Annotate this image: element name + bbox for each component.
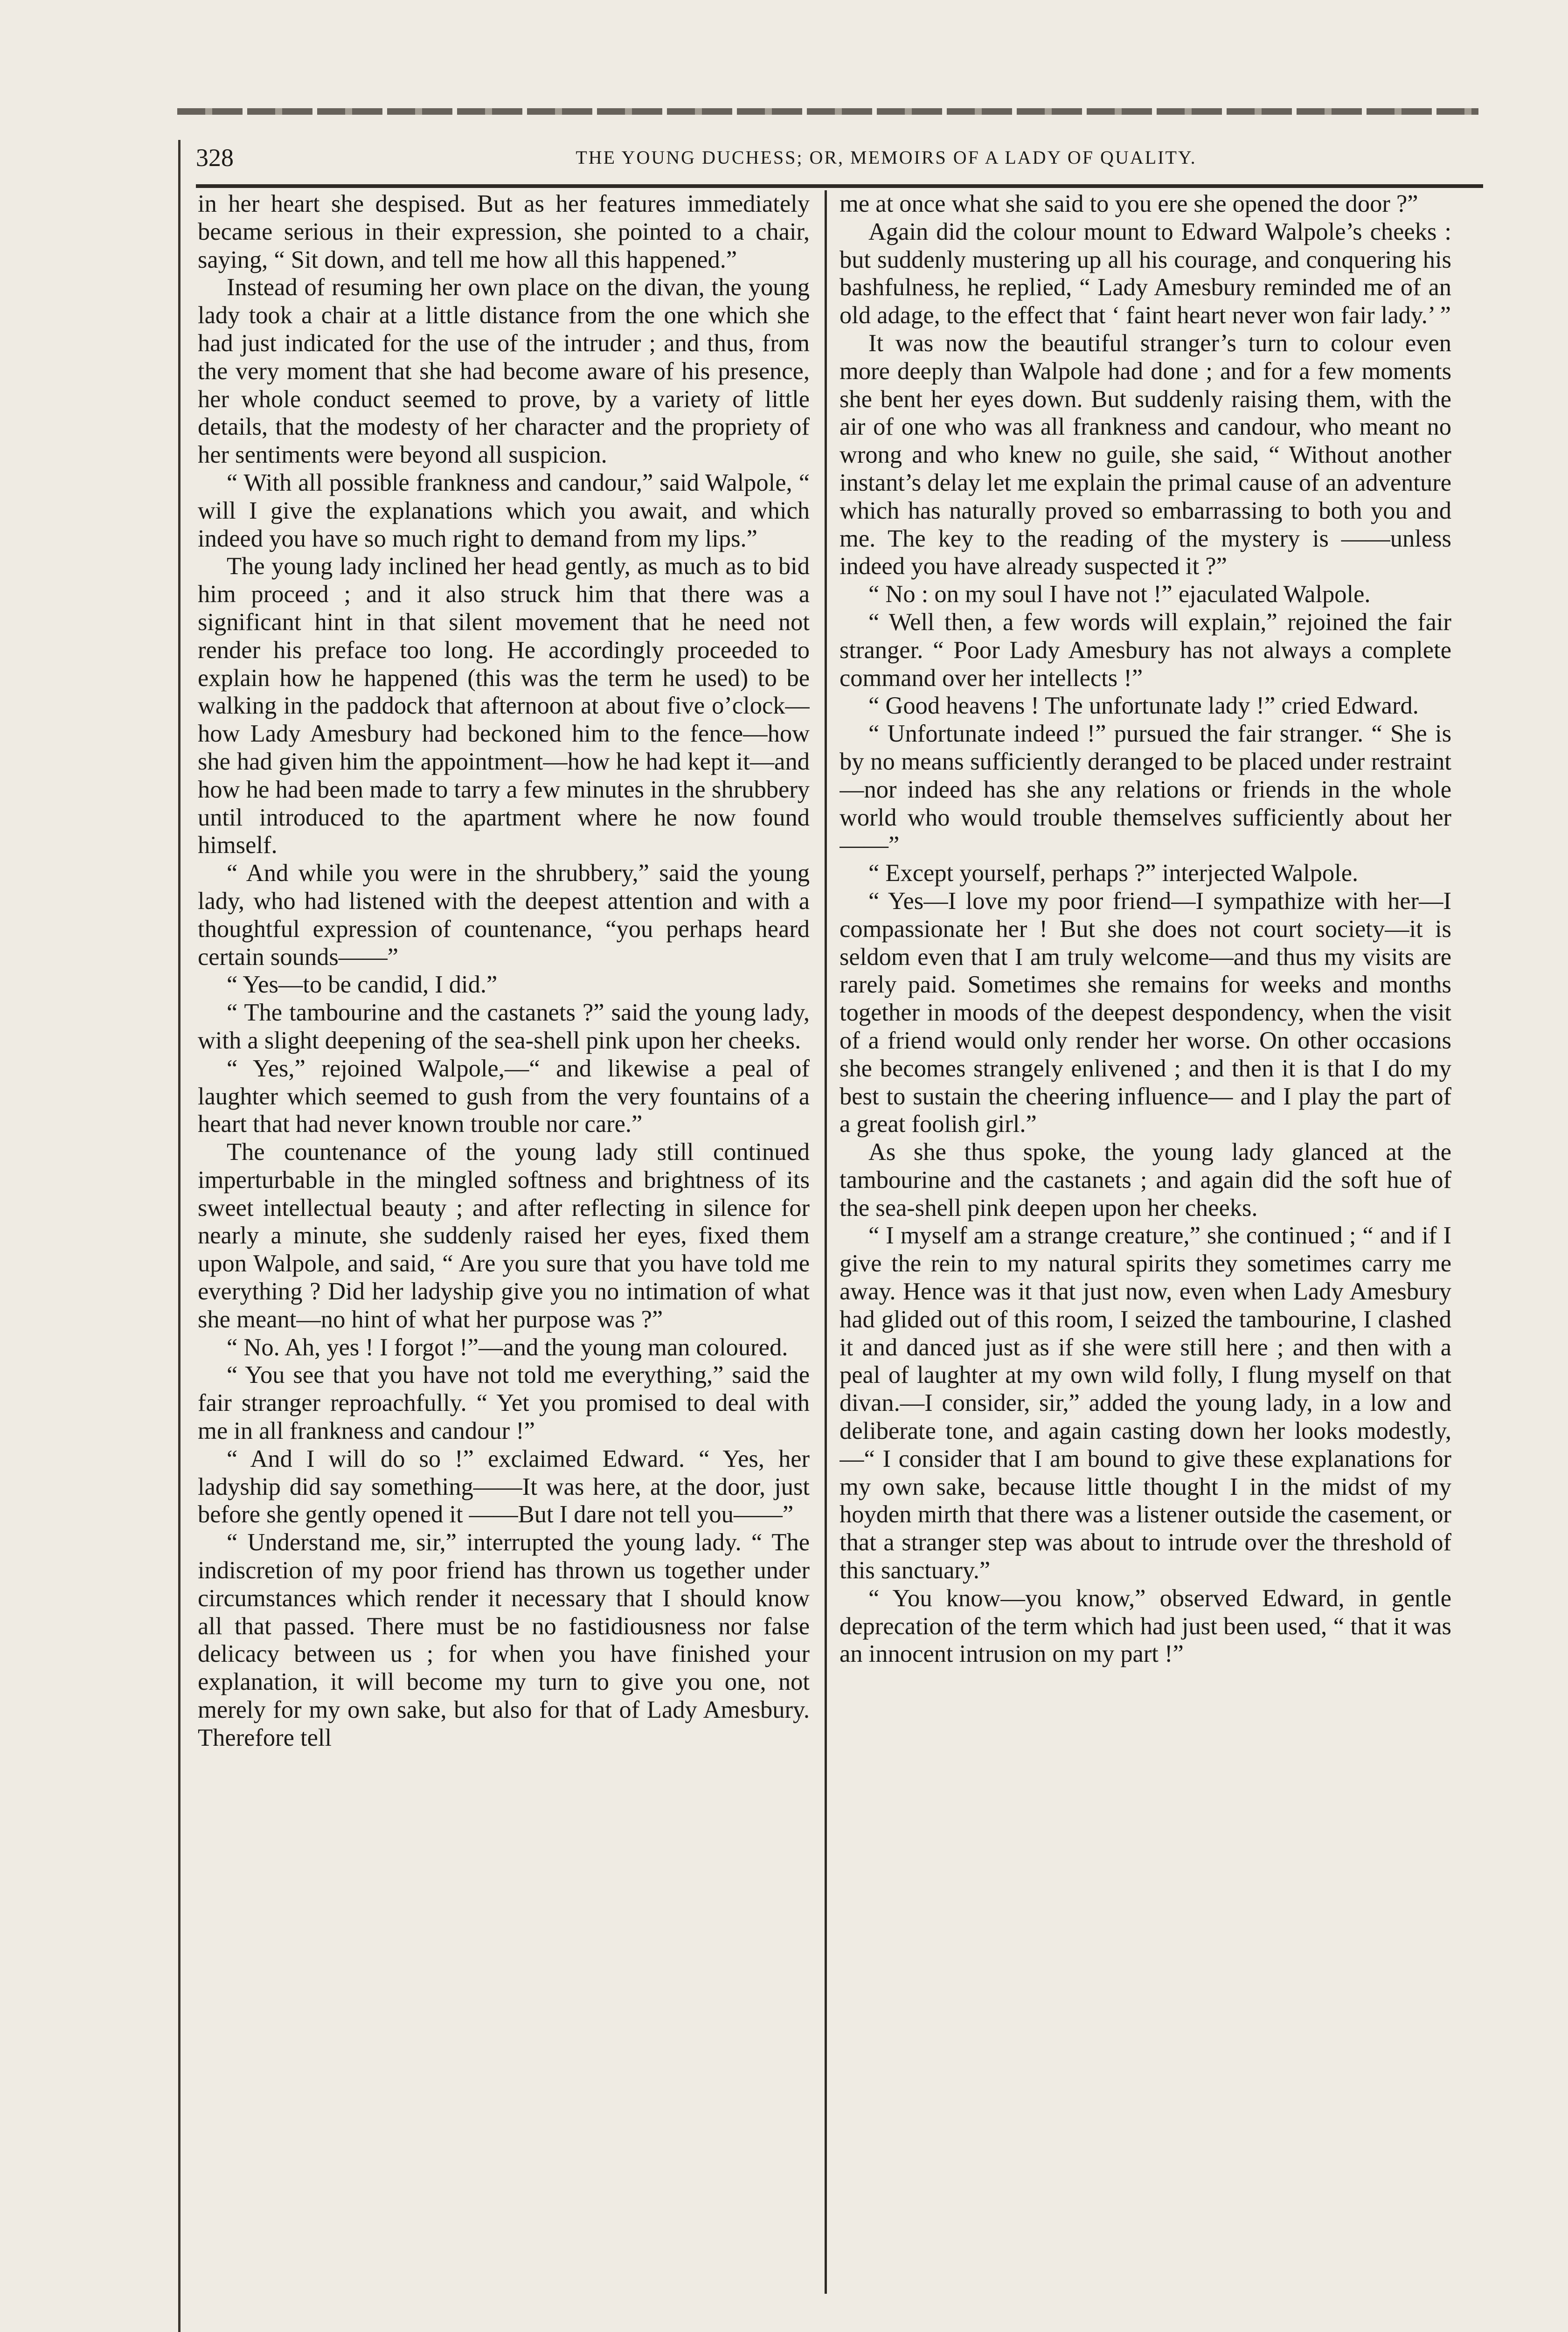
paragraph: “ You know—you know,” observed Edward, in gentle deprecation of the term which had just been used, “ that it was an innocent intrusion on my part !”: [840, 1584, 1451, 1668]
paragraph: Instead of resuming her own place on the divan, the young lady took a chair at a little distance from the one which she had just indicated for the use of the intruder ; and thus, from the very moment that she had become aware of his presence, her whole conduct seemed to prove, by a variety of little details, that the modesty of her character and the propriety of her sentiments were beyond all suspicion.: [198, 274, 810, 469]
paragraph: “ Unfortunate indeed !” pursued the fair stranger. “ She is by no means sufficiently deranged to be placed under restraint—nor indeed has she any relations or friends in the whole world who would trouble themselves sufficiently about her——”: [840, 720, 1451, 859]
paragraph: “ Understand me, sir,” interrupted the young lady. “ The indiscretion of my poor friend has thrown us together under circumstances which render it necessary that I should know all that passed. There must be no fastidiousness nor false delicacy between us ; for when you have finished your explanation, it will become my turn to give you one, not merely for my own sake, but also for that of Lady Amesbury. Therefore tell: [198, 1529, 810, 1751]
header-rule: [196, 184, 1483, 188]
paragraph: “ Yes—to be candid, I did.”: [227, 971, 498, 999]
paragraph: “ I myself am a strange creature,” she continued ; “ and if I give the rein to my natural spirits they sometimes carry me away. Hence was it that just now, even when Lady Amesbury had glided out of this room, I seized the tambourine, I clashed it and danced just as if she were still here ; and then with a peal of laughter at my own wild folly, I flung myself on that divan.—I consider, sir,” added the young lady, in a low and deliberate tone, and again casting down her looks modestly,—“ I consider that I am bound to give these explanations for my own sake, because little thought I in the midst of my hoyden mirth that there was a listener outside the casement, or that a stranger step was about to intrude over the threshold of this sanctuary.”: [840, 1222, 1451, 1584]
paragraph: “ No. Ah, yes ! I forgot !”—and the young man coloured.: [227, 1333, 788, 1361]
right-column: [840, 190, 1451, 2298]
paragraph: in her heart she despised. But as her features immediately became serious in their expression, she pointed to a chair, saying, “ Sit down, and tell me how all this happened.”: [198, 190, 810, 273]
paragraph: “ Well then, a few words will explain,” rejoined the fair stranger. “ Poor Lady Amesbury has not always a complete command over her intellects !”: [840, 608, 1451, 692]
paragraph: “ With all possible frankness and candour,” said Walpole, “ will I give the explanations which you await, and which indeed you have so much right to demand from my lips.”: [198, 469, 810, 552]
paragraph: The young lady inclined her head gently, as much as to bid him proceed ; and it also struck him that there was a significant hint in that silent movement that he need not render his preface too long. He accordingly proceeded to explain how he happened (this was the term he used) to be walking in the paddock that afternoon at about five o’clock—how Lady Amesbury had beckoned him to the fence—how she had given him the appointment—how he had kept it—and how he had been made to tarry a few minutes in the shrubbery until introduced to the apartment where he now found himself.: [198, 553, 810, 859]
paragraph: As she thus spoke, the young lady glanced at the tambourine and the castanets ; and again did the soft hue of the sea-shell pink deepen upon her cheeks.: [840, 1138, 1451, 1222]
paragraph: Again did the colour mount to Edward Walpole’s cheeks : but suddenly mustering up all his courage, and conquering his bashfulness, he replied, “ Lady Amesbury reminded me of an old adage, to the effect that ‘ faint heart never won fair lady.’ ”: [840, 218, 1451, 329]
page-header: [196, 134, 1455, 181]
top-decorative-rule: [177, 108, 1478, 115]
paragraph: “ Yes,” rejoined Walpole,—“ and likewise a peal of laughter which seemed to gush from the very fountains of a heart that had never known trouble nor care.”: [198, 1055, 810, 1138]
paragraph: It was now the beautiful stranger’s turn to colour even more deeply than Walpole had done ; and for a few moments she bent her eyes down. But suddenly raising them, with the air of one who was all frankness and candour, who meant no wrong and who knew no guile, she said, “ Without another instant’s delay let me explain the primal cause of an adventure which has naturally proved so embarrassing to both you and me. The key to the reading of the mystery is ——unless indeed you have already suspected it ?”: [840, 329, 1451, 580]
paragraph: “ And while you were in the shrubbery,” said the young lady, who had listened with the deepest attention and with a thoughtful expression of countenance, “you perhaps heard certain sounds——”: [198, 860, 810, 971]
paragraph: “ And I will do so !” exclaimed Edward. “ Yes, her ladyship did say something——It was here, at the door, just before she gently opened it ——But I dare not tell you——”: [198, 1445, 810, 1528]
paragraph: “ You see that you have not told me everything,” said the fair stranger reproachfully. “ Yet you promised to deal with me in all frankness and candour !”: [198, 1361, 810, 1445]
paragraph: “ No : on my soul I have not !” ejaculated Walpole.: [868, 581, 1371, 608]
paragraph: “ Yes—I love my poor friend—I sympathize with her—I compassionate her ! But she does not court society—it is seldom even that I am truly welcome—and thus my visits are rarely paid. Sometimes she remains for weeks and months together in moods of the deepest despondency, when the visit of a friend would only render her worse. On other occasions she becomes strangely enlivened ; and then it is that I do my best to sustain the cheering influence— and I play the part of a great foolish girl.”: [840, 887, 1451, 1138]
paragraph: “ Except yourself, perhaps ?” interjected Walpole.: [868, 860, 1359, 887]
paragraph: “ Good heavens ! The unfortunate lady !” cried Edward.: [868, 692, 1419, 720]
left-column: [198, 190, 810, 2298]
paragraph: “ The tambourine and the castanets ?” said the young lady, with a slight deepening of the sea-shell pink upon her cheeks.: [198, 999, 810, 1054]
paragraph: The countenance of the young lady still continued imperturbable in the mingled softness and brightness of its sweet intellectual beauty ; and after reflecting in silence for nearly a minute, she suddenly raised her eyes, fixed them upon Walpole, and said, “ Are you sure that you have told me everything ? Did her ladyship give you no intimation of what she meant—no hint of what her purpose was ?”: [198, 1138, 810, 1333]
left-border-rule: [178, 140, 180, 2332]
paragraph: me at once what she said to you ere she opened the door ?”: [840, 190, 1418, 217]
page-number: 328: [196, 144, 234, 172]
column-divider: [825, 190, 827, 2294]
running-title: THE YOUNG DUCHESS; OR, MEMOIRS OF A LADY OF QUALITY.: [576, 147, 1197, 168]
